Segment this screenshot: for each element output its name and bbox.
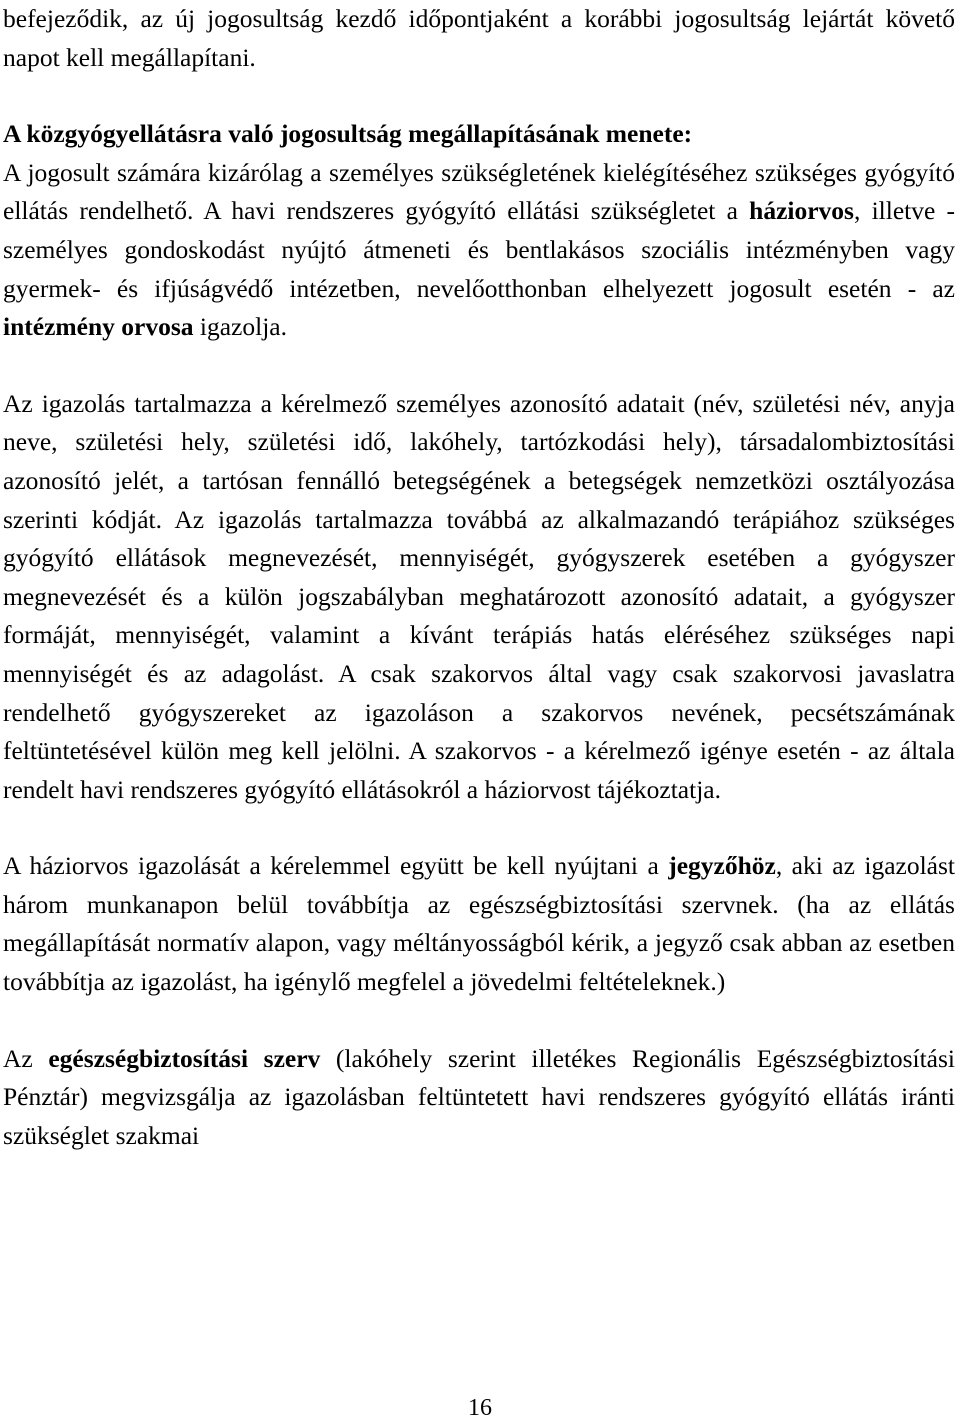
bold-term-haziorvos: háziorvos xyxy=(749,196,854,226)
page-number: 16 xyxy=(468,1395,492,1421)
paragraph-gap xyxy=(3,77,955,115)
paragraph-gap xyxy=(3,809,955,847)
paragraph-text: A havi rendszeres gyógyító ellátási szükségletet a xyxy=(203,196,750,226)
paragraph-text: A jogosult számára kizárólag a személyes szükségletének kielégítéséhez szükséges gyógyító ellátás rendelhető. xyxy=(3,157,955,226)
paragraph-certificate-contents xyxy=(3,385,955,810)
paragraph-text: , aki az igazolást három munkanapon belül továbbítja az egészségbiztosítási szervnek. (ha az ellátás megállapítását normatív alapon, vagy méltányosságból kérik, a jegyző csak abban az esetben továbbítja az igazolást, ha igénylő megfelel a jövedelmi feltételeknek.) xyxy=(3,851,956,997)
paragraph-text: befejeződik, az új jogosultság kezdő időpontjaként a korábbi jogosultság lejártát követő napot kell megállapítani. xyxy=(3,4,955,72)
paragraph-text: Az xyxy=(3,1043,49,1073)
paragraph-text: A háziorvos igazolását a kérelemmel együtt be kell nyújtani a xyxy=(3,851,669,881)
paragraph-text: Az igazolás tartalmazza a kérelmező személyes azonosító adatait (név, születési név, anyja neve, születési hely, születési idő, lakóhely, tartózkodási hely), társadalombiztosítási azonosító jelét, a tartósan fennálló betegségének a betegségek nemzetközi osztályozása szerinti kódját. Az igazolás tartalmazza továbbá az alkalmazandó terápiához szükséges gyógyító ellátások megnevezését, mennyiségét, gyógyszerek esetében a gyógyszer megnevezését és a külön jogszabályban meghatározott azonosító adatait, a gyógyszer formáját, mennyiségét, valamint a kívánt terápiás hatás eléréséhez szükséges napi mennyiségét és az adagolást. A csak szakorvos által vagy csak szakorvosi javaslatra rendelhető gyógyszereket az igazoláson a szakorvos nevének, pecsétszámának feltüntetésével külön meg kell jelölni. A szakorvos - a kérelmező igénye esetén - az általa rendelt havi rendszeres gyógyító ellátásokról a háziorvost tájékoztatja. xyxy=(3,388,955,804)
paragraph-text: (lakóhely szerint illetékes Regionális Egészségbiztosítási Pénztár) megvizsgálja az igazolásban feltüntetett havi rendszeres gyógyító ellátás iránti szükséglet szakmai xyxy=(3,1043,955,1150)
bold-term-intezmeny-orvosa: intézmény orvosa xyxy=(3,312,194,342)
bold-term-jegyzohoz: jegyzőhöz xyxy=(668,851,776,881)
bold-term-egeszsegbiztositasi-szerv: egészségbiztosítási szerv xyxy=(48,1043,321,1073)
paragraph-gap xyxy=(3,1002,955,1040)
procedure-section xyxy=(3,115,955,347)
paragraph-continuation xyxy=(3,0,955,77)
document-page xyxy=(3,0,955,1155)
paragraph-text: , illetve - személyes gondoskodást nyújtó átmeneti és bentlakásos szociális intézményben vagy gyermek- és ifjúságvédő intézetben, nevelőotthonban elhelyezett jogosult esetén - az xyxy=(3,196,956,303)
paragraph-text: igazolja. xyxy=(193,312,287,342)
section-heading: A közgyógyellátásra való jogosultság megállapításának menete: xyxy=(3,119,693,149)
paragraph-gap xyxy=(3,347,955,385)
paragraph-health-insurance xyxy=(3,1040,955,1156)
paragraph-submission xyxy=(3,847,955,1001)
